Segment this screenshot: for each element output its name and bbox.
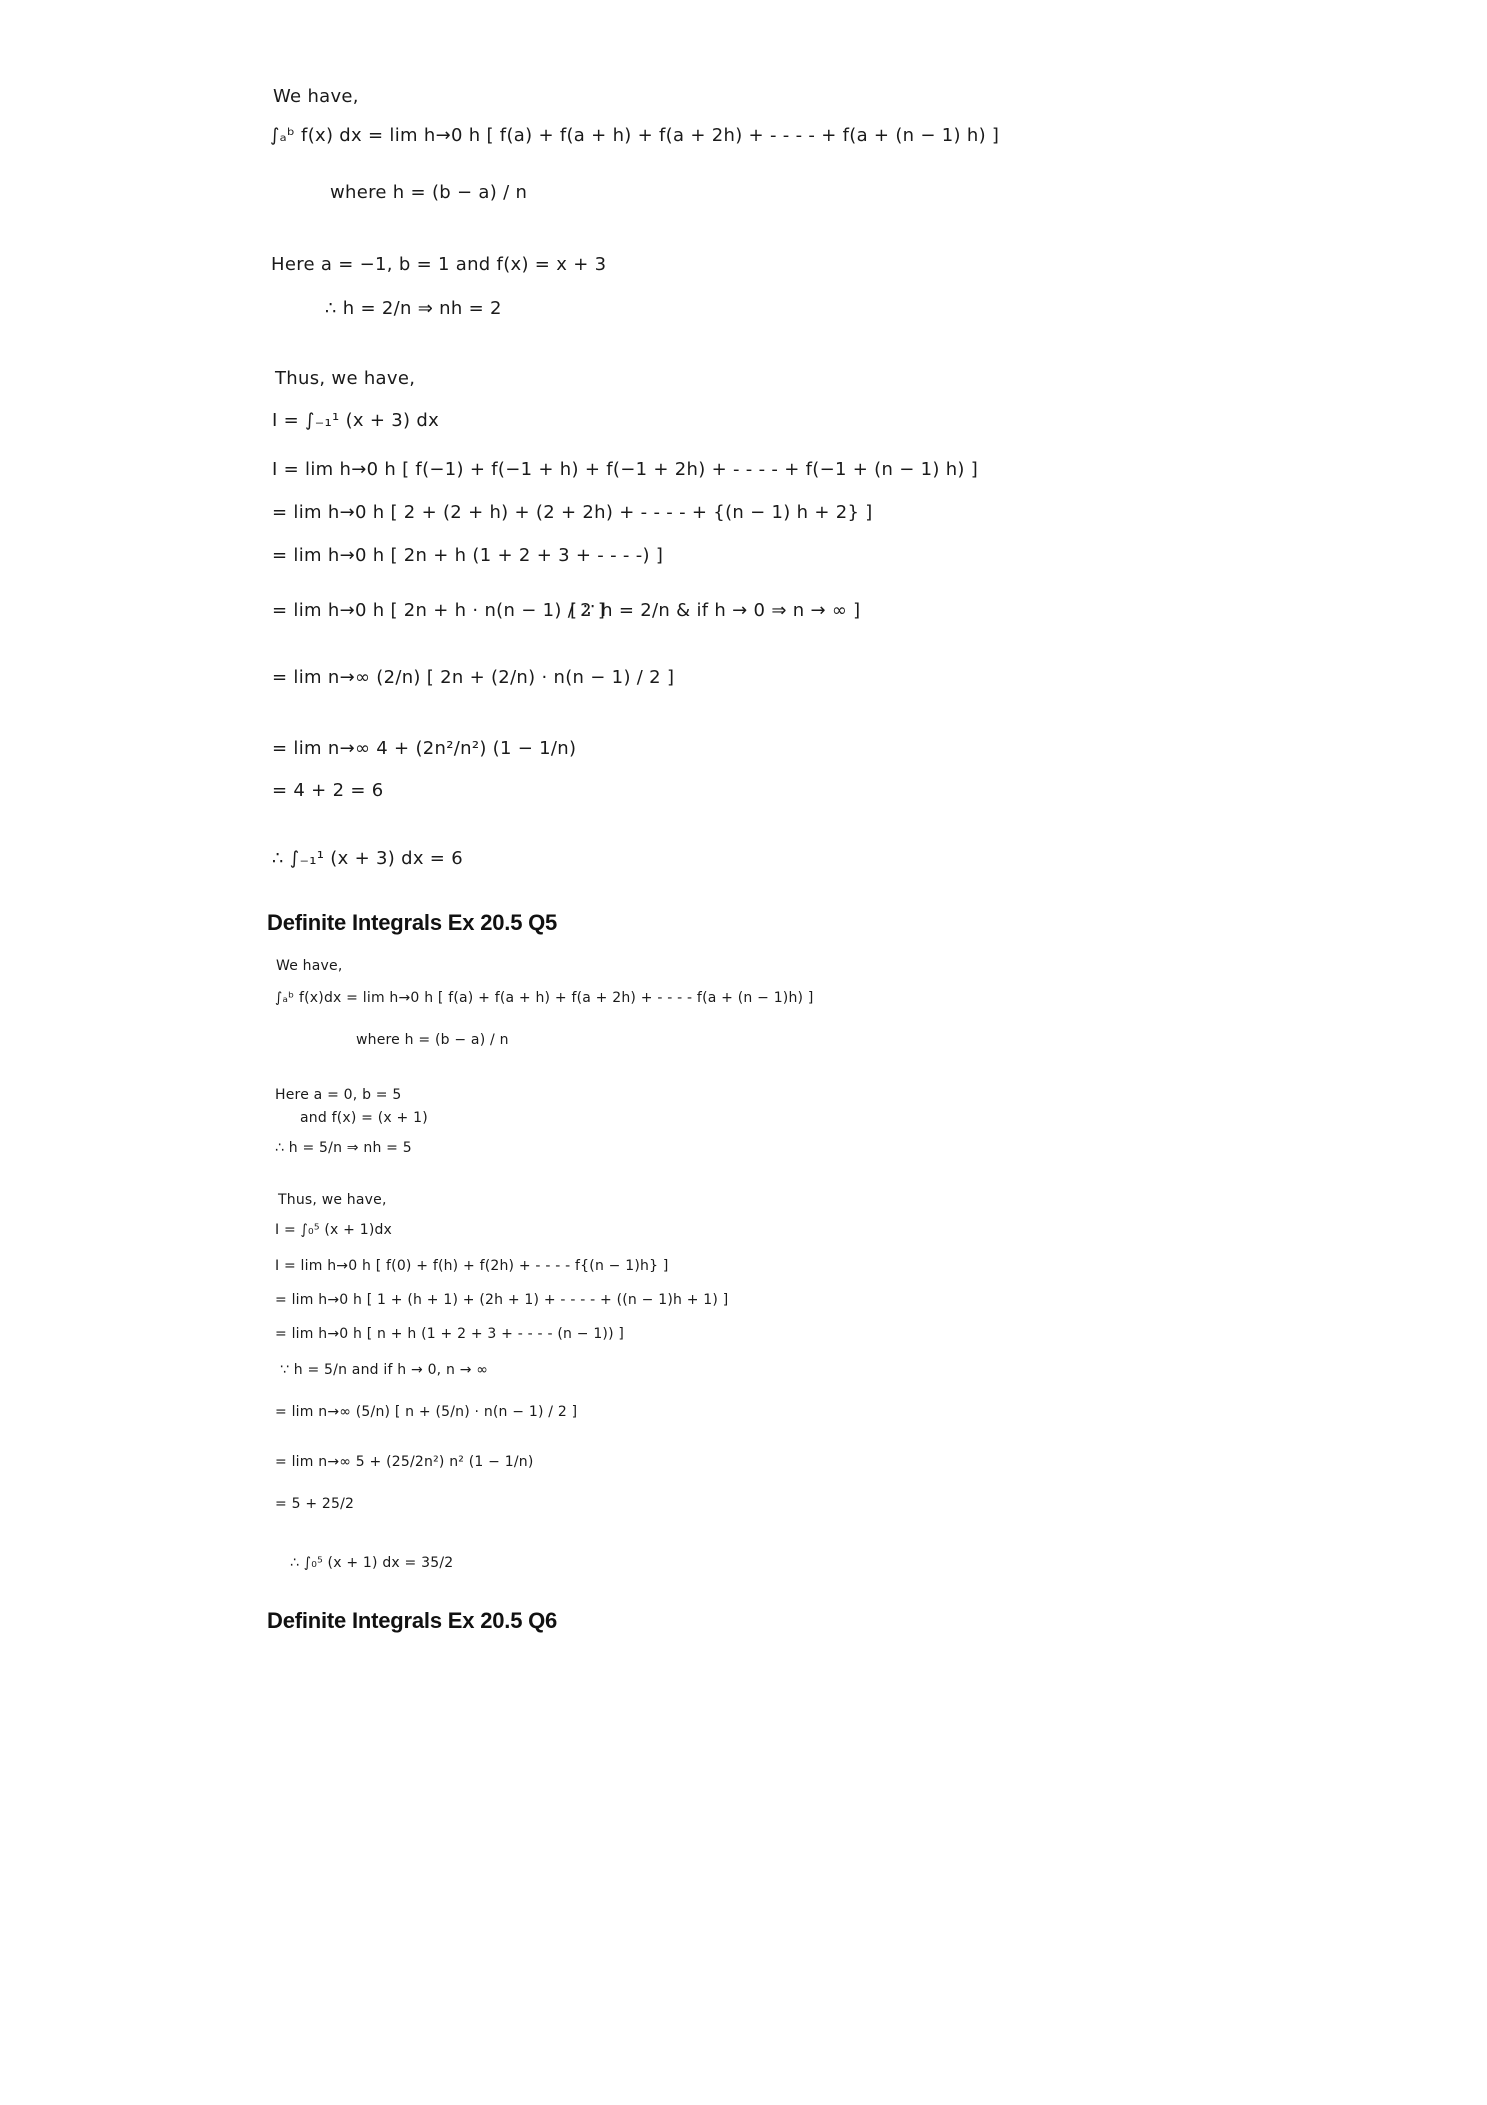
q5-line-12: ∵ h = 5/n and if h → 0, n → ∞ [280, 1362, 489, 1378]
q5-line-2: ∫ₐᵇ f(x)dx = lim h→0 h [ f(a) + f(a + h) + f(a + 2h) + - - - - f(a + (n − 1)h) ] [275, 990, 814, 1006]
q4-line-11: = lim h→0 h [ 2n + h · n(n − 1) / 2 ] [272, 600, 606, 621]
q5-line-11: = lim h→0 h [ n + h (1 + 2 + 3 + - - - - (n − 1)) ] [275, 1326, 625, 1342]
q5-line-8: I = ∫₀⁵ (x + 1)dx [275, 1222, 393, 1238]
q5-line-5: and f(x) = (x + 1) [300, 1110, 428, 1126]
q5-line-10: = lim h→0 h [ 1 + (h + 1) + (2h + 1) + - - - - + ((n − 1)h + 1) ] [275, 1292, 729, 1308]
q4-line-8: I = lim h→0 h [ f(−1) + f(−1 + h) + f(−1 + 2h) + - - - - + f(−1 + (n − 1) h) ] [272, 459, 979, 480]
q4-line-10: = lim h→0 h [ 2n + h (1 + 2 + 3 + - - - -) ] [272, 545, 664, 566]
q5-line-4: Here a = 0, b = 5 [275, 1087, 402, 1103]
q4-line-9: = lim h→0 h [ 2 + (2 + h) + (2 + 2h) + - - - - + {(n − 1) h + 2} ] [272, 502, 873, 523]
q5-line-3: where h = (b − a) / n [356, 1032, 509, 1048]
q4-line-7: I = ∫₋₁¹ (x + 3) dx [272, 410, 440, 431]
q4-line-5: ∴ h = 2/n ⇒ nh = 2 [325, 298, 502, 319]
q4-conclusion: ∴ ∫₋₁¹ (x + 3) dx = 6 [272, 848, 463, 869]
q4-line-4: Here a = −1, b = 1 and f(x) = x + 3 [271, 254, 607, 275]
q4-line-13: = lim n→∞ 4 + (2n²/n²) (1 − 1/n) [272, 738, 577, 759]
q5-line-14: = lim n→∞ 5 + (25/2n²) n² (1 − 1/n) [275, 1454, 534, 1470]
q5-line-7: Thus, we have, [278, 1192, 387, 1208]
q5-line-1: We have, [276, 958, 343, 974]
section-heading-q5: Definite Integrals Ex 20.5 Q5 [267, 910, 558, 935]
q4-line-3: where h = (b − a) / n [330, 182, 528, 203]
q5-line-6: ∴ h = 5/n ⇒ nh = 5 [275, 1140, 412, 1156]
section-heading-q6: Definite Integrals Ex 20.5 Q6 [267, 1608, 558, 1633]
q5-line-9: I = lim h→0 h [ f(0) + f(h) + f(2h) + - - - - f{(n − 1)h} ] [275, 1258, 669, 1274]
q4-line-12: = lim n→∞ (2/n) [ 2n + (2/n) · n(n − 1) / 2 ] [272, 667, 675, 688]
q4-line-14: = 4 + 2 = 6 [272, 780, 384, 801]
q4-line-2: ∫ₐᵇ f(x) dx = lim h→0 h [ f(a) + f(a + h) + f(a + 2h) + - - - - + f(a + (n − 1) h) ] [270, 125, 1000, 146]
q4-line-1: We have, [273, 86, 359, 107]
q5-conclusion: ∴ ∫₀⁵ (x + 1) dx = 35/2 [290, 1555, 454, 1571]
q5-line-15: = 5 + 25/2 [275, 1496, 355, 1512]
q4-side-note: [ ∵ h = 2/n & if h → 0 ⇒ n → ∞ ] [570, 600, 861, 621]
q4-line-6: Thus, we have, [275, 368, 416, 389]
q5-line-13: = lim n→∞ (5/n) [ n + (5/n) · n(n − 1) / 2 ] [275, 1404, 578, 1420]
